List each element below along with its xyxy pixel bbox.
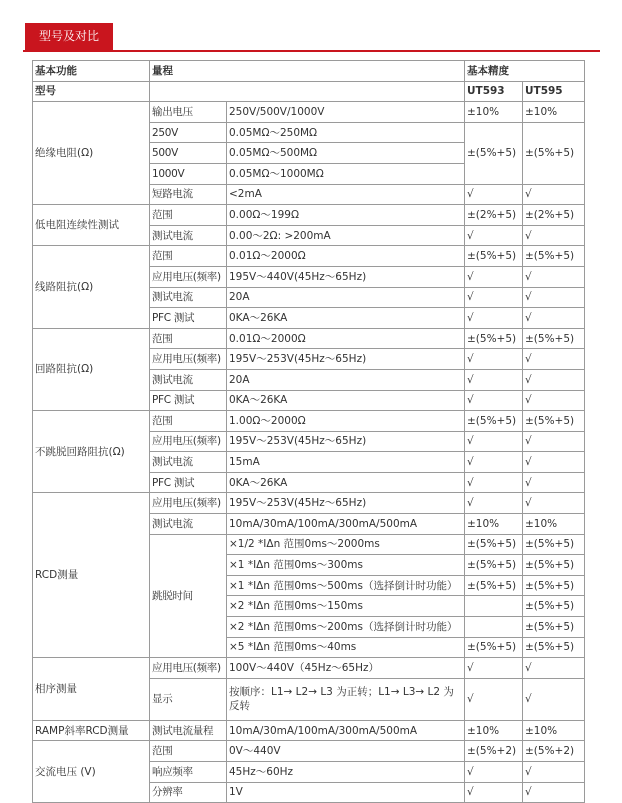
range-value: 195V～440V(45Hz～65Hz) <box>227 266 465 287</box>
ut595-accuracy: ±(5%+5) <box>523 122 585 184</box>
ut593-accuracy: √ <box>465 308 523 329</box>
range-value: 0.01Ω～2000Ω <box>227 246 465 267</box>
ut595-accuracy: √ <box>523 225 585 246</box>
ut593-accuracy: √ <box>465 184 523 205</box>
table-row <box>33 328 585 349</box>
ut595-accuracy: √ <box>523 390 585 411</box>
table-row <box>33 720 585 741</box>
sub-label: 1000V <box>150 163 227 184</box>
table-row <box>33 658 585 679</box>
tab-bar <box>23 23 600 52</box>
ut595-accuracy: √ <box>523 369 585 390</box>
ut593-accuracy <box>465 617 523 638</box>
sub-label: 测试电流量程 <box>150 720 227 741</box>
ut593-accuracy: √ <box>465 369 523 390</box>
sub-label: 测试电流 <box>150 225 227 246</box>
range-value: 250V/500V/1000V <box>227 102 465 123</box>
header-accuracy: 基本精度 <box>465 61 585 82</box>
range-value: 195V～253V(45Hz～65Hz) <box>227 349 465 370</box>
sub-label: PFC 测试 <box>150 308 227 329</box>
sub-label: 跳脱时间 <box>150 534 227 658</box>
range-value: ×1 *IΔn 范围0ms～300ms <box>227 555 465 576</box>
ut593-accuracy: ±10% <box>465 102 523 123</box>
range-value: ×1/2 *IΔn 范围0ms～2000ms <box>227 534 465 555</box>
range-value: 0KA～26KA <box>227 390 465 411</box>
sub-label: 范围 <box>150 741 227 762</box>
ut593-accuracy: ±(5%+5) <box>465 555 523 576</box>
ut593-accuracy: ±(5%+2) <box>465 741 523 762</box>
ut595-accuracy: ±(5%+5) <box>523 328 585 349</box>
ut593-accuracy: √ <box>465 266 523 287</box>
sub-label: 应用电压(频率) <box>150 493 227 514</box>
ut593-accuracy: ±(5%+5) <box>465 122 523 184</box>
ut593-accuracy: √ <box>465 225 523 246</box>
ut593-accuracy: √ <box>465 493 523 514</box>
ut593-accuracy: √ <box>465 452 523 473</box>
ut595-accuracy: √ <box>523 349 585 370</box>
group-low-resistance: 低电阻连续性测试 <box>33 205 150 246</box>
ut595-accuracy: √ <box>523 493 585 514</box>
range-value: 0.05MΩ～250MΩ <box>227 122 465 143</box>
ut595-accuracy: ±(5%+5) <box>523 555 585 576</box>
sub-label: 短路电流 <box>150 184 227 205</box>
ut595-accuracy: √ <box>523 782 585 803</box>
group-ac-voltage: 交流电压 (V) <box>33 741 150 803</box>
range-value: 0.05MΩ～1000MΩ <box>227 163 465 184</box>
ut593-accuracy: ±(5%+5) <box>465 637 523 658</box>
model-row <box>33 81 585 102</box>
sub-label: PFC 测试 <box>150 472 227 493</box>
range-value: ×2 *IΔn 范围0ms～150ms <box>227 596 465 617</box>
table-row <box>33 102 585 123</box>
ut593-accuracy: ±10% <box>465 514 523 535</box>
ut595-accuracy: ±(5%+2) <box>523 741 585 762</box>
spec-comparison-table <box>32 60 585 803</box>
model-spacer <box>150 81 465 102</box>
table-row <box>33 411 585 432</box>
range-value: 45Hz～60Hz <box>227 762 465 783</box>
range-value: ×2 *IΔn 范围0ms～200ms（选择倒计时功能） <box>227 617 465 638</box>
sub-label: 应用电压(频率) <box>150 431 227 452</box>
sub-label: PFC 测试 <box>150 390 227 411</box>
range-value: 1.00Ω～2000Ω <box>227 411 465 432</box>
table-row <box>33 493 585 514</box>
sub-label: 输出电压 <box>150 102 227 123</box>
model-ut593: UT593 <box>465 81 523 102</box>
ut593-accuracy: √ <box>465 678 523 720</box>
ut595-accuracy: √ <box>523 287 585 308</box>
sub-label: 显示 <box>150 678 227 720</box>
range-value: 15mA <box>227 452 465 473</box>
group-no-trip-loop-impedance: 不跳脱回路阻抗(Ω) <box>33 411 150 493</box>
ut595-accuracy: ±(5%+5) <box>523 617 585 638</box>
sub-label: 测试电流 <box>150 287 227 308</box>
ut593-accuracy: √ <box>465 762 523 783</box>
range-value: 20A <box>227 287 465 308</box>
sub-label: 应用电压(频率) <box>150 349 227 370</box>
range-value: 10mA/30mA/100mA/300mA/500mA <box>227 720 465 741</box>
table-row <box>33 246 585 267</box>
sub-label: 范围 <box>150 246 227 267</box>
sub-label: 范围 <box>150 411 227 432</box>
sub-label: 测试电流 <box>150 514 227 535</box>
ut593-accuracy: ±(5%+5) <box>465 575 523 596</box>
sub-label: 250V <box>150 122 227 143</box>
model-label: 型号 <box>33 81 150 102</box>
ut595-accuracy: ±(5%+5) <box>523 637 585 658</box>
sub-label: 分辨率 <box>150 782 227 803</box>
ut595-accuracy: ±(5%+5) <box>523 534 585 555</box>
ut593-accuracy: ±(5%+5) <box>465 411 523 432</box>
range-value: <2mA <box>227 184 465 205</box>
group-insulation: 绝缘电阻(Ω) <box>33 102 150 205</box>
ut595-accuracy: ±10% <box>523 102 585 123</box>
table-row <box>33 741 585 762</box>
sub-label: 应用电压(频率) <box>150 658 227 679</box>
ut595-accuracy: √ <box>523 472 585 493</box>
ut593-accuracy: √ <box>465 287 523 308</box>
sub-label: 范围 <box>150 328 227 349</box>
ut595-accuracy: √ <box>523 184 585 205</box>
range-value: 0.00Ω～199Ω <box>227 205 465 226</box>
range-value: 10mA/30mA/100mA/300mA/500mA <box>227 514 465 535</box>
ut595-accuracy: √ <box>523 762 585 783</box>
sub-label: 响应频率 <box>150 762 227 783</box>
range-value: 0.05MΩ～500MΩ <box>227 143 465 164</box>
sub-label: 范围 <box>150 205 227 226</box>
ut595-accuracy: ±(2%+5) <box>523 205 585 226</box>
ut593-accuracy: ±(5%+5) <box>465 246 523 267</box>
ut593-accuracy: ±(2%+5) <box>465 205 523 226</box>
range-value: 1V <box>227 782 465 803</box>
ut595-accuracy: √ <box>523 452 585 473</box>
group-line-impedance: 线路阻抗(Ω) <box>33 246 150 328</box>
ut595-accuracy: √ <box>523 431 585 452</box>
ut593-accuracy: ±10% <box>465 720 523 741</box>
range-value: 195V～253V(45Hz～65Hz) <box>227 431 465 452</box>
group-rcd: RCD测量 <box>33 493 150 658</box>
table-row <box>33 205 585 226</box>
sub-label: 500V <box>150 143 227 164</box>
tab-model-comparison[interactable]: 型号及对比 <box>25 23 113 50</box>
sub-label: 测试电流 <box>150 452 227 473</box>
ut593-accuracy: √ <box>465 658 523 679</box>
sub-label: 测试电流 <box>150 369 227 390</box>
ut593-accuracy: √ <box>465 782 523 803</box>
range-value: 0KA～26KA <box>227 308 465 329</box>
group-loop-impedance: 回路阻抗(Ω) <box>33 328 150 410</box>
range-value: 100V～440V（45Hz～65Hz） <box>227 658 465 679</box>
ut595-accuracy: √ <box>523 678 585 720</box>
ut595-accuracy: √ <box>523 308 585 329</box>
range-value: 0.01Ω～2000Ω <box>227 328 465 349</box>
model-ut595: UT595 <box>523 81 585 102</box>
ut593-accuracy: √ <box>465 472 523 493</box>
ut593-accuracy <box>465 596 523 617</box>
sub-label: 应用电压(频率) <box>150 266 227 287</box>
ut595-accuracy: ±(5%+5) <box>523 596 585 617</box>
range-value: 0V～440V <box>227 741 465 762</box>
group-phase-sequence: 相序测量 <box>33 658 150 721</box>
range-value: 0.00～2Ω: >200mA <box>227 225 465 246</box>
range-value: 按顺序：L1→ L2→ L3 为正转；L1→ L3→ L2 为反转 <box>227 678 465 720</box>
range-value: ×1 *IΔn 范围0ms～500ms（选择倒计时功能） <box>227 575 465 596</box>
range-value: 0KA～26KA <box>227 472 465 493</box>
ut595-accuracy: ±10% <box>523 720 585 741</box>
ut593-accuracy: ±(5%+5) <box>465 328 523 349</box>
header-range: 量程 <box>150 61 465 82</box>
ut595-accuracy: ±(5%+5) <box>523 411 585 432</box>
ut595-accuracy: ±10% <box>523 514 585 535</box>
ut593-accuracy: √ <box>465 349 523 370</box>
range-value: ×5 *IΔn 范围0ms～40ms <box>227 637 465 658</box>
ut593-accuracy: √ <box>465 390 523 411</box>
ut595-accuracy: √ <box>523 658 585 679</box>
table-header-row <box>33 61 585 82</box>
ut593-accuracy: √ <box>465 431 523 452</box>
ut595-accuracy: ±(5%+5) <box>523 246 585 267</box>
range-value: 20A <box>227 369 465 390</box>
group-ramp-rcd: RAMP斜率RCD测量 <box>33 720 150 741</box>
ut593-accuracy: ±(5%+5) <box>465 534 523 555</box>
ut595-accuracy: ±(5%+5) <box>523 575 585 596</box>
ut595-accuracy: √ <box>523 266 585 287</box>
range-value: 195V～253V(45Hz～65Hz) <box>227 493 465 514</box>
header-function: 基本功能 <box>33 61 150 82</box>
